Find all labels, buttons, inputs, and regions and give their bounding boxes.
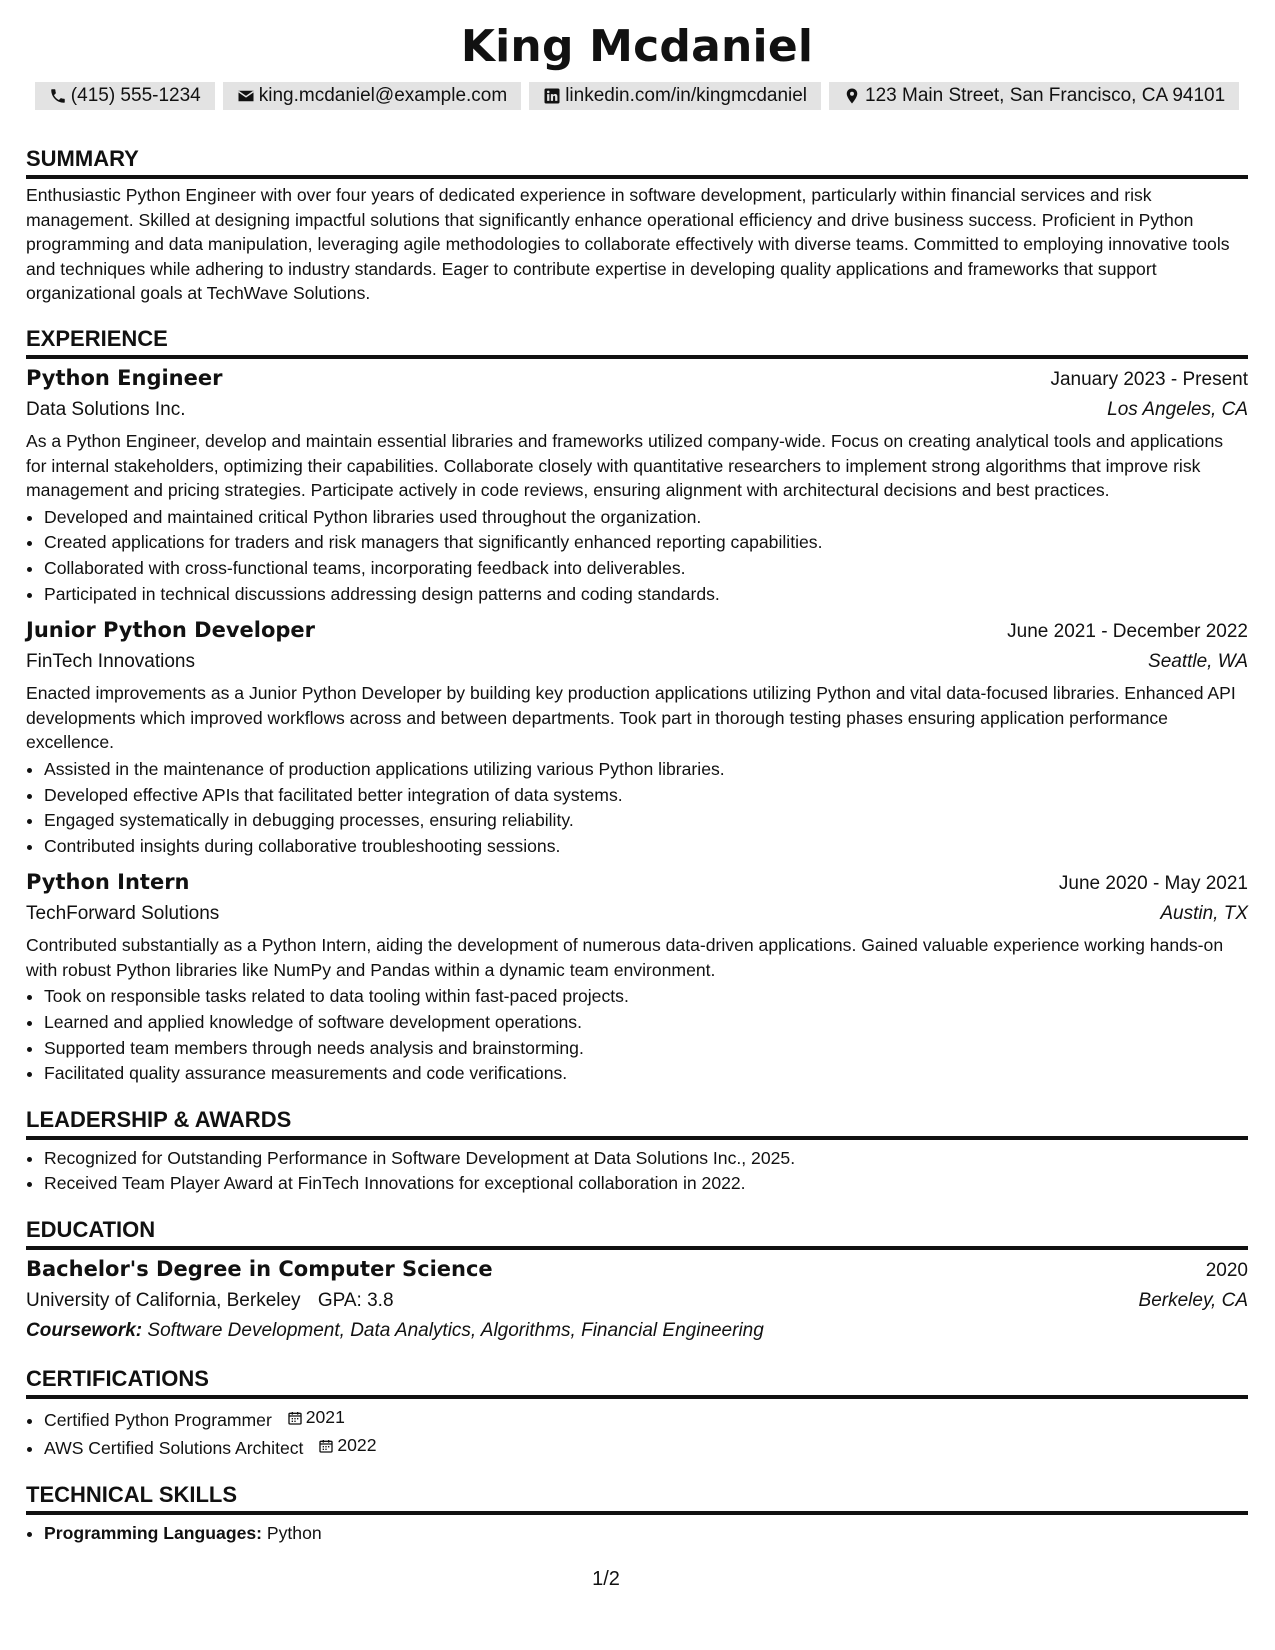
- certification-name: AWS Certified Solutions Architect: [44, 1438, 304, 1459]
- page-number: 1/2: [592, 1568, 620, 1590]
- education-section: [26, 1215, 1248, 1346]
- phone-icon: [49, 87, 67, 105]
- list-item: • Took on responsible tasks related to data tooling within fast-paced projects.: [44, 984, 1248, 1010]
- certification-year: 2022: [337, 1435, 377, 1456]
- certification-year: 2021: [305, 1407, 345, 1428]
- address-chip: [829, 82, 1239, 110]
- job-location: Seattle, WA: [1148, 651, 1248, 673]
- address-text: 123 Main Street, San Francisco, CA 94101: [865, 85, 1226, 106]
- job-role: Python Intern: [26, 870, 190, 895]
- job-bullets: [26, 505, 1248, 607]
- phone-chip[interactable]: [35, 82, 215, 110]
- skill-value: Python: [266, 1522, 322, 1543]
- linkedin-icon: [543, 87, 561, 105]
- list-item: • Received Team Player Award at FinTech Innovations for exceptional collaboration in 2022.: [44, 1171, 1248, 1197]
- job-description: As a Python Engineer, develop and maintain essential libraries and frameworks utilized company-wide. Focus on creating analytical tools and applications for internal stakeholders, optimizing their capabilities. Collaborate closely with quantitative researchers to implement strong algorithms that improve risk management and pricing strategies. Participate actively in code reviews, ensuring alignment with architectural decisions and best practices.: [26, 430, 1224, 501]
- experience-heading: EXPERIENCE: [26, 324, 1248, 359]
- email-text: king.mcdaniel@example.com: [258, 85, 508, 106]
- list-item: • Collaborated with cross-functional teams, incorporating feedback into deliverables.: [44, 556, 1248, 582]
- job-role: Junior Python Developer: [26, 618, 316, 643]
- job-location: Austin, TX: [1160, 903, 1248, 925]
- coursework-text: Software Development, Data Analytics, Algorithms, Financial Engineering: [147, 1320, 764, 1342]
- summary-text: Enthusiastic Python Engineer with over four years of dedicated experience in software development, particularly within financial services and risk management. Skilled at designing impactful solutions that significantly enhance operational efficiency and drive business success. Proficient in Python programming and data manipulation, leveraging agile methodologies to collaborate effectively with diverse teams. Committed to employing innovative tools and techniques while adhering to industry standards. Eager to contribute expertise in developing quality applications and frameworks that support organizational goals at TechWave Solutions.: [26, 185, 1230, 304]
- job-company: Data Solutions Inc.: [26, 398, 186, 420]
- degree-title: Bachelor's Degree in Computer Science: [26, 1257, 493, 1282]
- leadership-heading: LEADERSHIP & AWARDS: [26, 1105, 1248, 1140]
- phone-text: (415) 555-1234: [70, 85, 201, 106]
- list-item: • Contributed insights during collaborative troubleshooting sessions.: [44, 834, 1248, 860]
- list-item: • Developed effective APIs that facilitated better integration of data systems.: [44, 783, 1248, 809]
- job-bullets: [26, 984, 1248, 1086]
- linkedin-text: linkedin.com/in/kingmcdaniel: [565, 85, 808, 106]
- job-company: FinTech Innovations: [26, 651, 195, 673]
- experience-section: [26, 324, 1248, 1087]
- skills-heading: TECHNICAL SKILLS: [26, 1480, 1248, 1515]
- contact-bar: [26, 82, 1248, 110]
- graduation-year: 2020: [1205, 1260, 1248, 1282]
- job-company: TechForward Solutions: [26, 903, 220, 925]
- certifications-section: [26, 1364, 1248, 1462]
- linkedin-chip[interactable]: [529, 82, 821, 110]
- skills-section: [26, 1480, 1248, 1547]
- school-location: Berkeley, CA: [1138, 1290, 1248, 1312]
- skills-list: [26, 1521, 1248, 1547]
- summary-section: [26, 144, 1248, 306]
- job-date: January 2023 - Present: [1050, 368, 1248, 390]
- job-description: Contributed substantially as a Python Intern, aiding the development of numerous data-driven applications. Gained valuable experience working hands-on with robust Python libraries like NumPy and Pandas within a dynamic team environment.: [26, 935, 1224, 980]
- candidate-name: King Mcdaniel: [460, 21, 814, 72]
- calendar-icon: [318, 1438, 334, 1454]
- job-role: Python Engineer: [26, 365, 223, 390]
- list-item: [44, 1405, 1248, 1433]
- school-name: University of California, Berkeley: [26, 1290, 301, 1312]
- email-chip[interactable]: [223, 82, 521, 110]
- leadership-list: [26, 1146, 1248, 1197]
- list-item: • Assisted in the maintenance of production applications utilizing various Python libraries.: [44, 757, 1248, 783]
- resume-page: [26, 16, 1248, 1546]
- certifications-heading: CERTIFICATIONS: [26, 1364, 1248, 1399]
- job-entry: [26, 867, 1248, 1087]
- coursework-label: Coursework:: [26, 1320, 143, 1342]
- list-item: • Developed and maintained critical Python libraries used throughout the organization.: [44, 505, 1248, 531]
- list-item: • Created applications for traders and risk managers that significantly enhanced reporting capabilities.: [44, 530, 1248, 556]
- job-location: Los Angeles, CA: [1107, 398, 1248, 420]
- skill-label: Programming Languages:: [44, 1522, 262, 1543]
- list-item: [44, 1433, 1248, 1461]
- calendar-icon: [287, 1410, 303, 1426]
- leadership-section: [26, 1105, 1248, 1197]
- list-item: • Facilitated quality assurance measurements and code verifications.: [44, 1061, 1248, 1087]
- job-entry: [26, 615, 1248, 859]
- job-date: June 2021 - December 2022: [1007, 621, 1248, 643]
- list-item: • Recognized for Outstanding Performance in Software Development at Data Solutions Inc., 2025.: [44, 1146, 1248, 1172]
- envelope-icon: [237, 87, 255, 105]
- list-item: • Learned and applied knowledge of software development operations.: [44, 1010, 1248, 1036]
- list-item: • Engaged systematically in debugging processes, ensuring reliability.: [44, 808, 1248, 834]
- list-item: [44, 1521, 1248, 1547]
- certifications-list: [26, 1405, 1248, 1462]
- job-date: June 2020 - May 2021: [1058, 873, 1248, 895]
- gpa: GPA: 3.8: [317, 1290, 394, 1312]
- map-pin-icon: [843, 87, 861, 105]
- job-bullets: [26, 757, 1248, 859]
- job-description: Enacted improvements as a Junior Python Developer by building key production applications utilizing Python and vital data-focused libraries. Enhanced API developments which improved workflows across and between departments. Took part in thorough testing phases ensuring application performance excellence.: [26, 683, 1236, 753]
- certification-name: Certified Python Programmer: [44, 1409, 272, 1430]
- coursework-line: [26, 1316, 1248, 1346]
- list-item: • Participated in technical discussions addressing design patterns and coding standards.: [44, 582, 1248, 608]
- job-entry: [26, 363, 1248, 607]
- summary-heading: SUMMARY: [26, 144, 1248, 179]
- education-heading: EDUCATION: [26, 1215, 1248, 1250]
- list-item: • Supported team members through needs analysis and brainstorming.: [44, 1036, 1248, 1062]
